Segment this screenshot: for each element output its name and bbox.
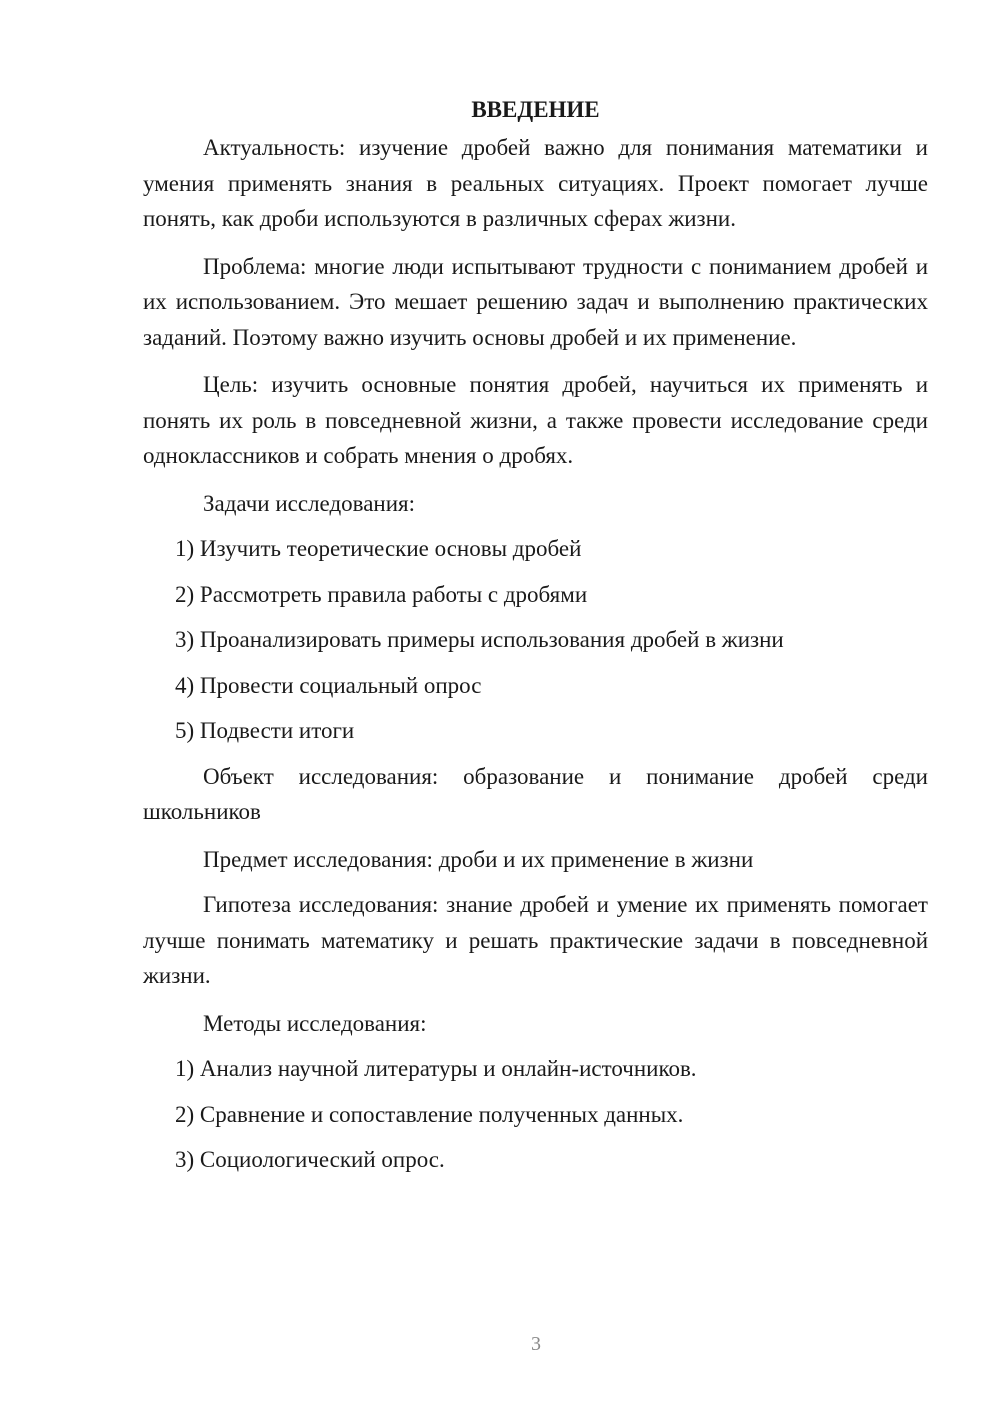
list-item: 3) Социологический опрос. bbox=[175, 1147, 445, 1172]
list-item: 3) Проанализировать примеры использования дробей в жизни bbox=[175, 627, 784, 652]
object-paragraph: Объект исследования: образование и понимание дробей среди школьников bbox=[143, 763, 928, 824]
section-heading: ВВЕДЕНИЕ bbox=[471, 97, 600, 122]
list-item: 2) Сравнение и сопоставление полученных данных. bbox=[175, 1101, 684, 1127]
tasks-list bbox=[143, 531, 928, 749]
list-item: 1) Изучить теоретические основы дробей bbox=[175, 536, 582, 561]
relevance-paragraph: Актуальность: изучение дробей важно для понимания математики и умения применять знания в реальных ситуациях. Проект помогает лучше понять, как дроби используются в различных сферах жизни. bbox=[143, 135, 928, 231]
methods-list bbox=[143, 1051, 928, 1178]
methods-heading: Методы исследования: bbox=[203, 1010, 427, 1036]
hypothesis-paragraph: Гипотеза исследования: знание дробей и умение их применять помогает лучше понимать математику и решать практические задачи в повседневной жизни. bbox=[143, 892, 928, 988]
goal-paragraph: Цель: изучить основные понятия дробей, научиться их применять и понять их роль в повседневной жизни, а также провести исследование среди одноклассников и собрать мнения о дробях. bbox=[143, 372, 928, 468]
subject-paragraph: Предмет исследования: дроби и их применение в жизни bbox=[203, 846, 754, 872]
list-item: 2) Рассмотреть правила работы с дробями bbox=[175, 581, 588, 607]
list-item: 1) Анализ научной литературы и онлайн-источников. bbox=[175, 1056, 697, 1081]
list-item: 4) Провести социальный опрос bbox=[175, 672, 482, 698]
page-number: 3 bbox=[531, 1333, 541, 1355]
page-content bbox=[143, 95, 928, 1188]
problem-paragraph: Проблема: многие люди испытывают трудности с пониманием дробей и их использованием. Это мешает решению задач и выполнению практических заданий. Поэтому важно изучить основы дробей и их применение. bbox=[143, 253, 928, 350]
list-item: 5) Подвести итоги bbox=[175, 718, 355, 743]
tasks-heading: Задачи исследования: bbox=[203, 490, 416, 516]
